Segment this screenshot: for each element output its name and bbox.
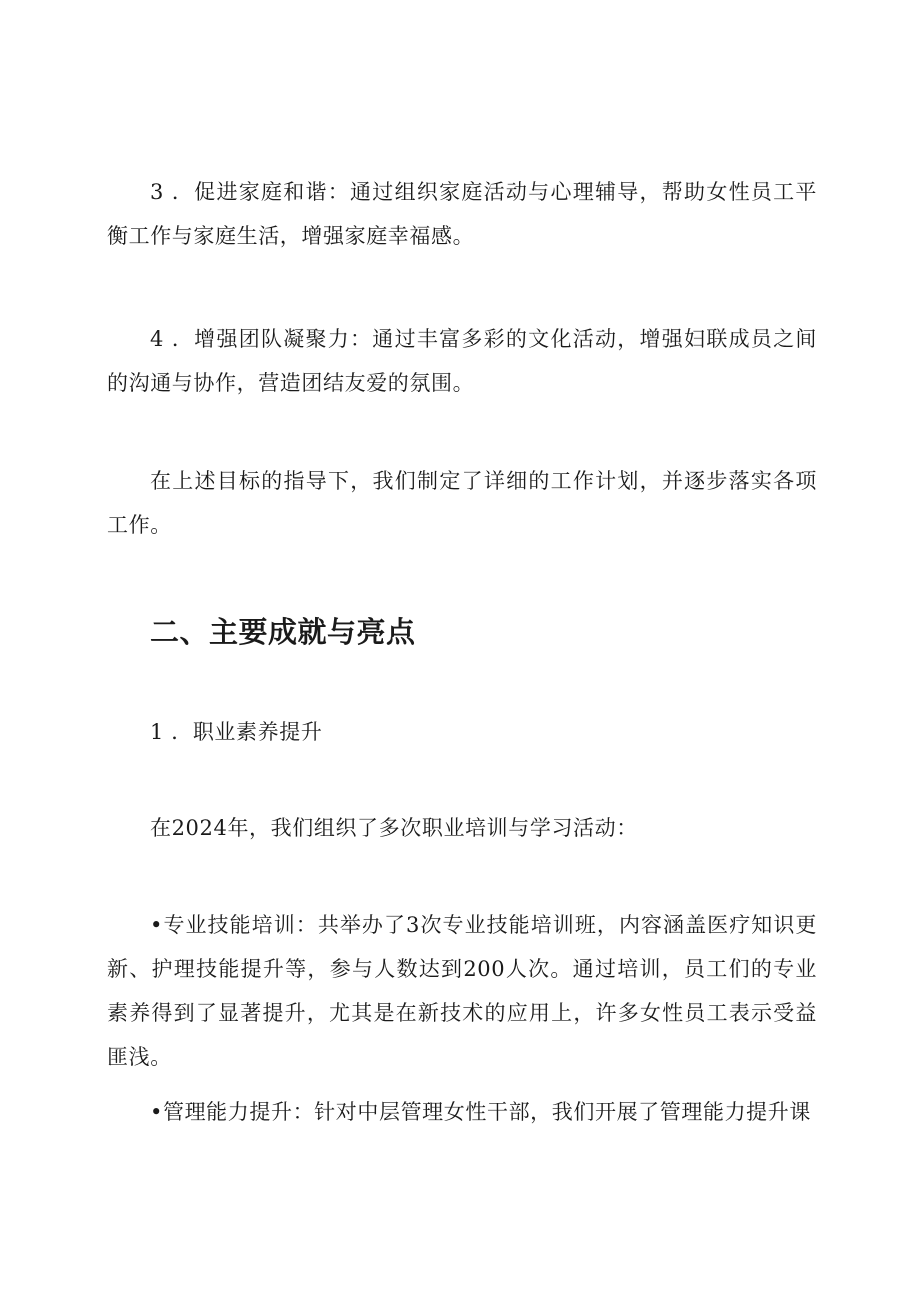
bullet-professional-training: •专业技能培训：共举办了3次专业技能培训班，内容涵盖医疗知识更新、护理技能提升等，参与人数达到200人次。通过培训，员工们的专业素养得到了显著提升，尤其是在新技术的应用上，许多女性员工表示受益匪浅。 [107, 913, 817, 1069]
summary-paragraph: 在上述目标的指导下，我们制定了详细的工作计划，并逐步落实各项工作。 [107, 469, 817, 537]
subsection-1-heading: 1 ．职业素养提升 [150, 720, 323, 744]
goal-3-paragraph: 3 ．促进家庭和谐：通过组织家庭活动与心理辅导，帮助女性员工平衡工作与家庭生活，增强家庭幸福感。 [107, 180, 817, 248]
intro-paragraph: 在2024年，我们组织了多次职业培训与学习活动： [150, 816, 638, 840]
section-2-heading: 二、主要成就与亮点 [150, 615, 416, 649]
goal-4-paragraph: 4 ．增强团队凝聚力：通过丰富多彩的文化活动，增强妇联成员之间的沟通与协作，营造团结友爱的氛围。 [107, 327, 817, 395]
bullet-management-training: •管理能力提升：针对中层管理女性干部，我们开展了管理能力提升课 [150, 1100, 811, 1124]
